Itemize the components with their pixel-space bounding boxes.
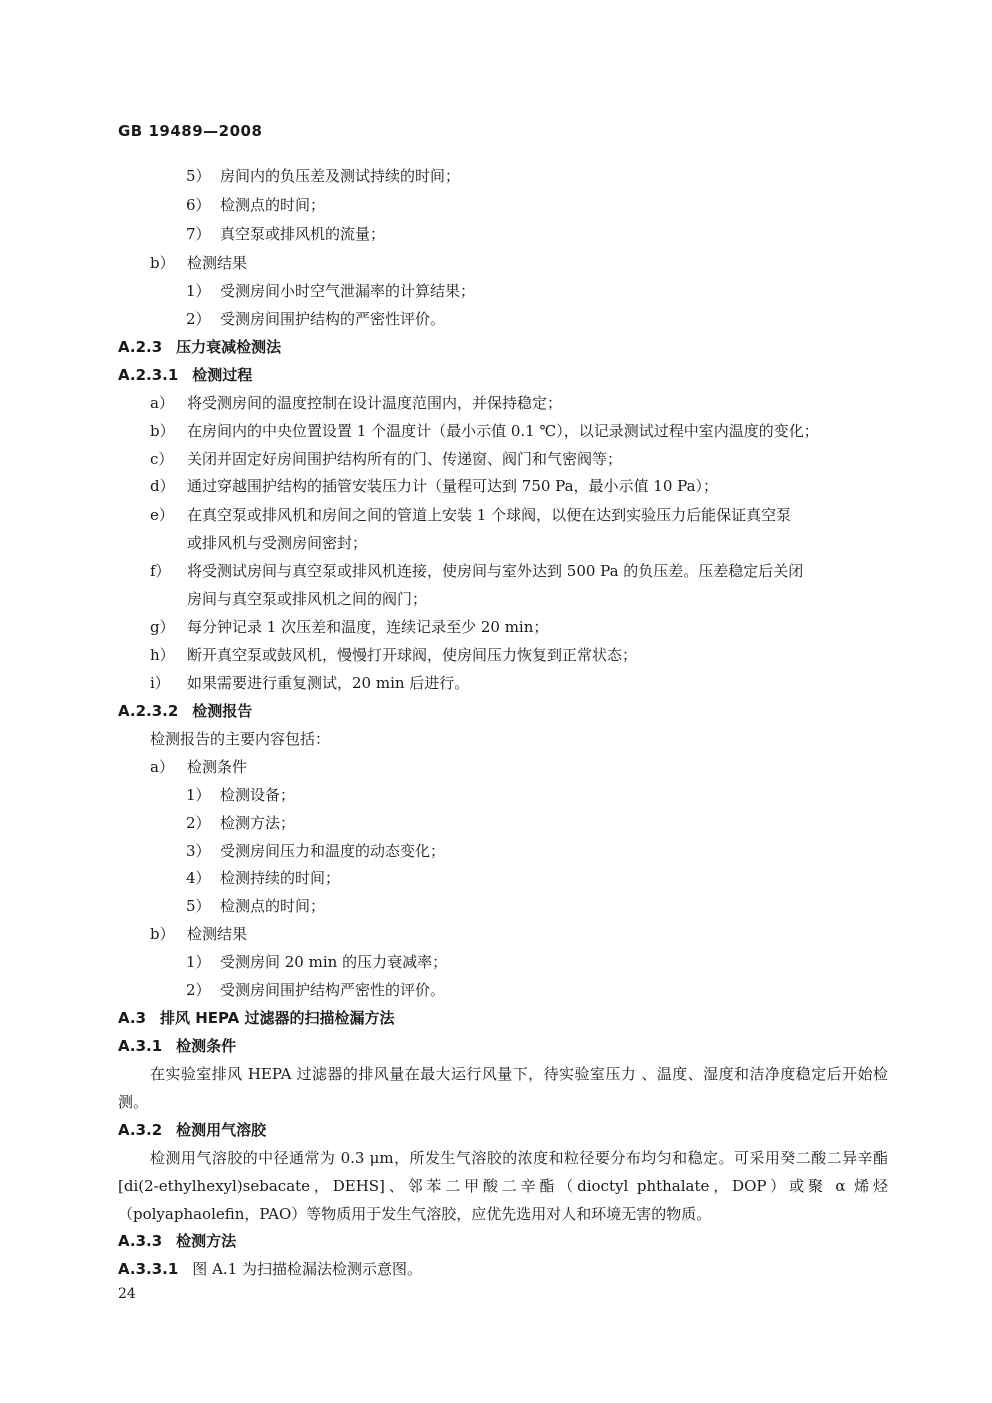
list-item: 4） 检测持续的时间； xyxy=(186,869,341,887)
section-heading: A.2.3 压力衰减检测法 xyxy=(118,338,282,356)
section-heading: A.2.3.1 检测过程 xyxy=(118,366,253,384)
list-item: h） 断开真空泵或鼓风机，慢慢打开球阀，使房间压力恢复到正常状态； xyxy=(150,646,638,664)
list-item: 1） 受测房间 20 min 的压力衰减率； xyxy=(186,953,448,971)
list-item: 2） 受测房间围护结构的严密性评价。 xyxy=(186,310,446,328)
paragraph: 检测用气溶胶的中径通常为 0.3 μm，所发生气溶胶的浓度和粒径要分布均匀和稳定。可采用癸二酸二异辛酯[di(2-ethylhexyl)sebacate，DEHS]、邻苯二甲酸二辛酯（dioctyl phthalate，DOP）或聚 α 烯烃（polyaphaolefin，PAO）等物质用于发生气溶胶，应优先选用对人和环境无害的物质。 xyxy=(118,1149,888,1223)
list-item: 1） 受测房间小时空气泄漏率的计算结果； xyxy=(186,282,476,300)
list-item: b） 检测结果 xyxy=(150,254,248,272)
list-item: a） 检测条件 xyxy=(150,758,248,776)
section-heading: A.3.3 检测方法 xyxy=(118,1232,237,1250)
section-heading: A.3 排风 HEPA 过滤器的扫描检漏方法 xyxy=(118,1009,395,1027)
list-item: 5） 房间内的负压差及测试持续的时间； xyxy=(186,167,461,185)
list-item: d） 通过穿越围护结构的插管安装压力计（量程可达到 750 Pa，最小示值 10 Pa）； xyxy=(150,477,719,495)
list-item: 5） 检测点的时间； xyxy=(186,897,326,915)
list-item: i） 如果需要进行重复测试，20 min 后进行。 xyxy=(150,674,470,692)
list-item: 2） 受测房间围护结构严密性的评价。 xyxy=(186,981,446,999)
paragraph: 在实验室排风 HEPA 过滤器的排风量在最大运行风量下，待实验室压力 、温度、湿度和洁净度稳定后开始检测。 xyxy=(118,1065,888,1111)
section-heading: A.3.1 检测条件 xyxy=(118,1037,237,1055)
list-item: 6） 检测点的时间； xyxy=(186,196,326,214)
list-item: b） 在房间内的中央位置设置 1 个温度计（最小示值 0.1 ℃），以记录测试过程中室内温度的变化； xyxy=(150,422,819,440)
paragraph: A.3.3.1 图 A.1 为扫描检漏法检测示意图。 xyxy=(118,1260,422,1278)
document-header: GB 19489—2008 xyxy=(118,122,263,140)
page-number: 24 xyxy=(118,1286,136,1302)
list-item: e） 在真空泵或排风机和房间之间的管道上安装 1 个球阀，以便在达到实验压力后能保证真空泵 xyxy=(150,506,792,524)
list-item: f） 将受测试房间与真空泵或排风机连接，使房间与室外达到 500 Pa 的负压差。压差稳定后关闭 xyxy=(150,562,804,580)
list-item: 7） 真空泵或排风机的流量； xyxy=(186,225,386,243)
list-item: 1） 检测设备； xyxy=(186,786,296,804)
list-item-continuation: 或排风机与受测房间密封； xyxy=(187,534,368,552)
list-item-continuation: 房间与真空泵或排风机之间的阀门； xyxy=(187,590,428,608)
list-item: g） 每分钟记录 1 次压差和温度，连续记录至少 20 min； xyxy=(150,618,549,636)
section-heading: A.3.2 检测用气溶胶 xyxy=(118,1121,267,1139)
section-heading: A.2.3.2 检测报告 xyxy=(118,702,253,720)
list-item: a） 将受测房间的温度控制在设计温度范围内，并保持稳定； xyxy=(150,394,563,412)
list-item: 3） 受测房间压力和温度的动态变化； xyxy=(186,842,446,860)
list-item: c） 关闭并固定好房间围护结构所有的门、传递窗、阀门和气密阀等； xyxy=(150,450,623,468)
list-item: 2） 检测方法； xyxy=(186,814,296,832)
list-item: b） 检测结果 xyxy=(150,925,248,943)
paragraph: 检测报告的主要内容包括： xyxy=(150,730,331,748)
